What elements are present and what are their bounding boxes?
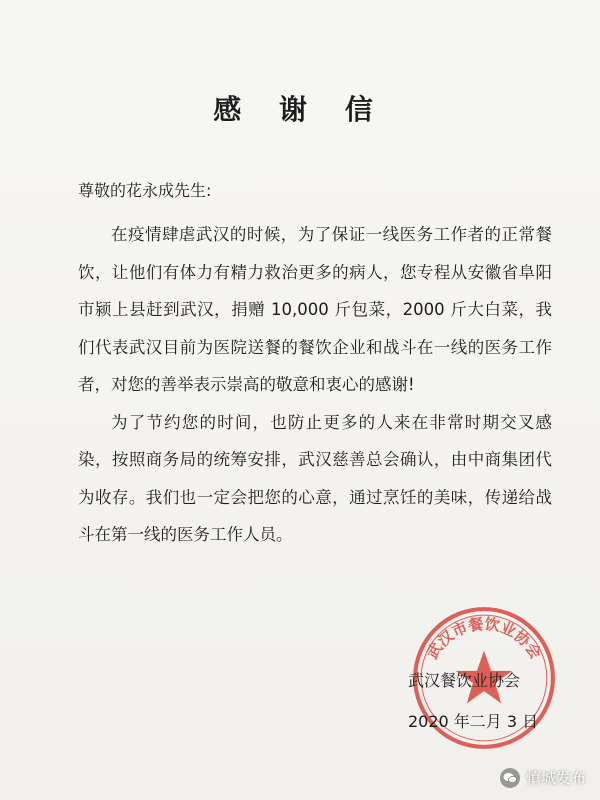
salutation: 尊敬的花永成先生: <box>78 181 212 200</box>
paragraph-1: 在疫情肆虐武汉的时候，为了保证一线医务工作者的正常餐饮，让他们有体力有精力救治更多的病人，您专程从安徽省阜阳市颍上县赶到武汉，捐赠 10,000 斤包菜，2000 斤大白菜，我们代表武汉目前为医院送餐的餐饮企业和战斗在一线的医务工作者，对您的善举表示崇高的敬意和衷心的感谢! <box>78 225 552 394</box>
watermark-text: 慎城发布 <box>525 769 586 787</box>
wechat-icon <box>500 768 520 788</box>
signature-date: 2020 年二月 3 日 <box>408 712 539 731</box>
watermark <box>500 767 586 788</box>
signature-organization: 武汉餐饮业协会 <box>408 671 521 690</box>
seal-text: 武汉市餐饮业协会 <box>423 614 545 663</box>
letter-body <box>78 216 552 554</box>
letter-title: 感 谢 信 <box>213 93 387 126</box>
paragraph-2: 为了节约您的时间，也防止更多的人来在非常时期交叉感染，按照商务局的统筹安排，武汉慈善总会确认，由中商集团代为收存。我们也一定会把您的心意，通过烹饪的美味，传递给战斗在第一线的医务工作人员。 <box>78 412 552 544</box>
